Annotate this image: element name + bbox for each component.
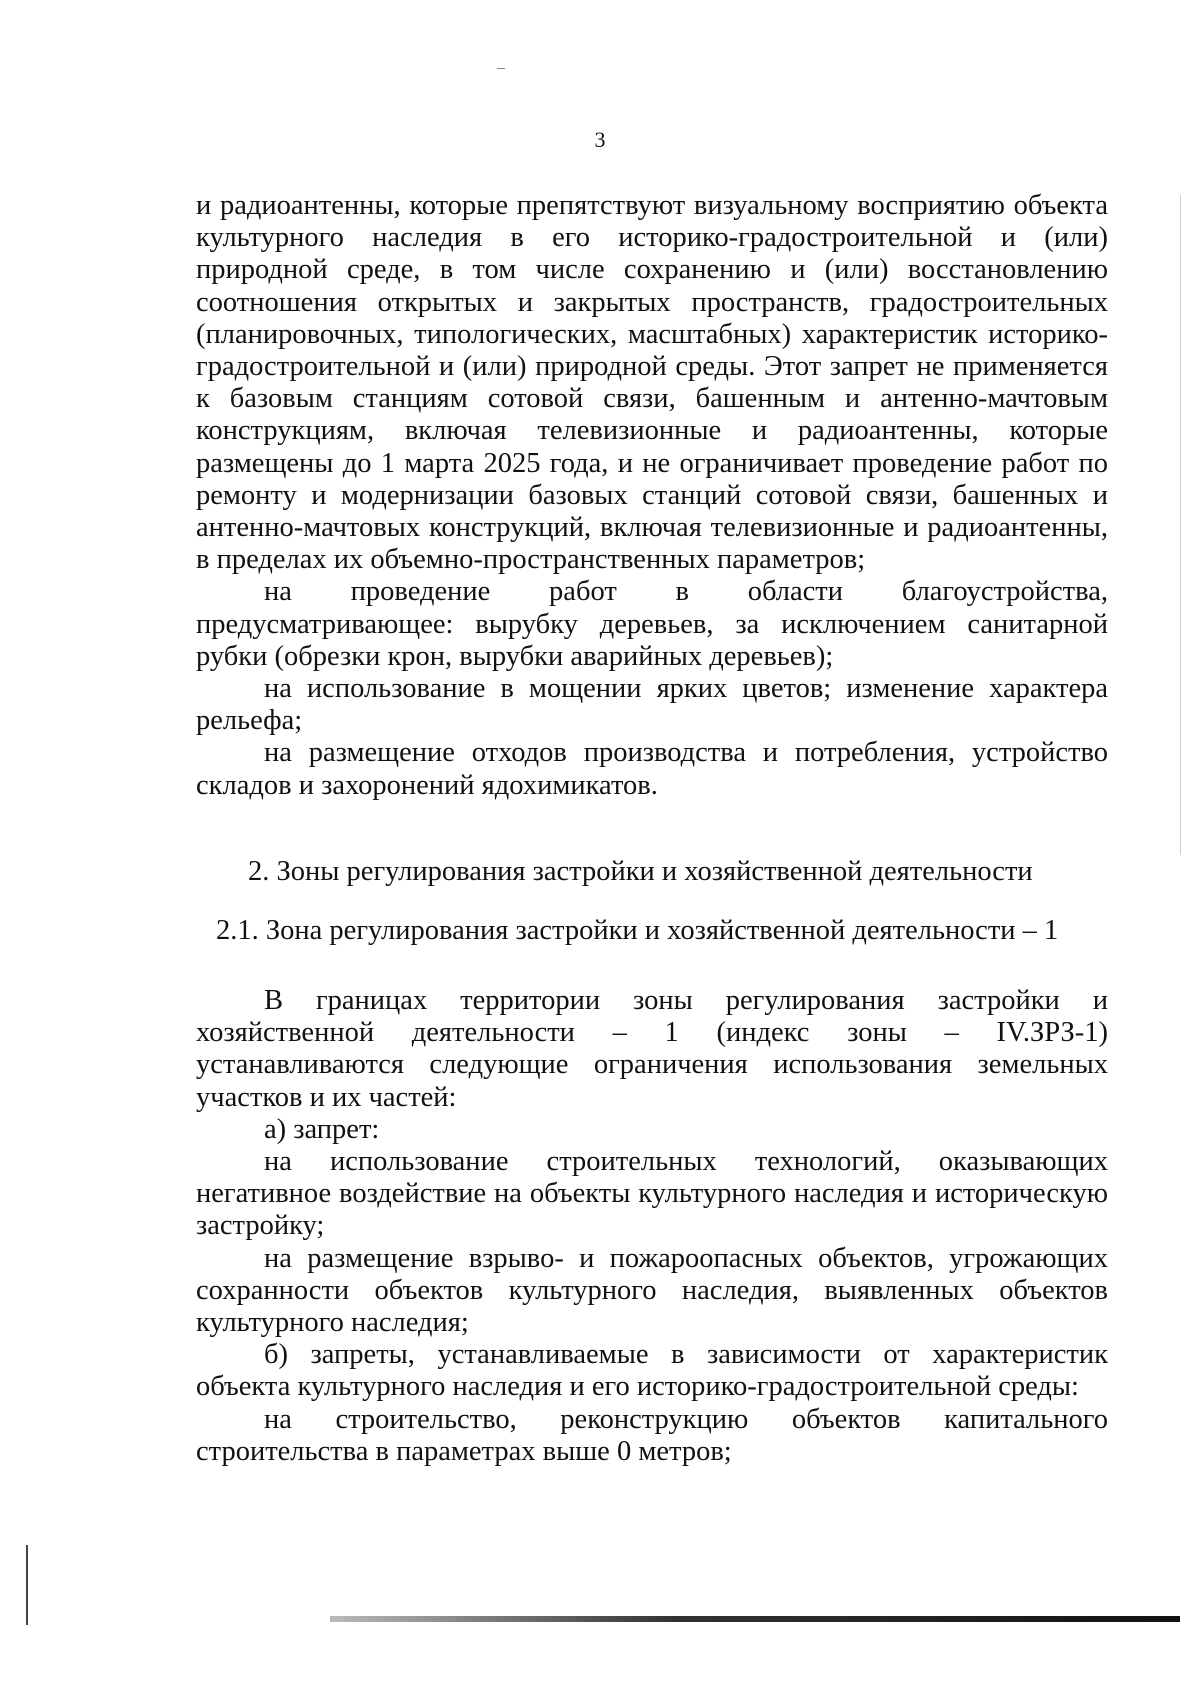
subsection-heading: 2.1. Зона регулирования застройки и хозяйственной деятельности – 1 <box>216 915 1059 946</box>
paragraph: на использование в мощении ярких цветов; изменение характера рельефа; <box>196 673 1108 737</box>
paragraph: на использование строительных технологий, оказывающих негативное воздействие на объекты культурного наследия и историческую застройку; <box>196 1146 1108 1242</box>
paragraph: и радиоантенны, которые препятствуют визуальному восприятию объекта культурного наследия в его историко-градостроительной и (или) природной среде, в том числе сохранению и (или) восстановлению соотношения открытых и закрытых пространств, градостроительных (планировочных, типологических, масштабных) характеристик историко-градостроительной и (или) природной среды. Этот запрет не применяется к базовым станциям сотовой связи, башенным и антенно-мачтовым конструкциям, включая телевизионные и радиоантенны, которые размещены до 1 марта 2025 года, и не ограничивает проведение работ по ремонту и модернизации базовых станций сотовой связи, башенных и антенно-мачтовых конструкций, включая телевизионные и радиоантенны, в пределах их объемно-пространственных параметров; <box>196 190 1108 576</box>
scan-artifact-top <box>497 68 505 69</box>
paragraph: на размещение взрыво- и пожароопасных объектов, угрожающих сохранности объектов культурного наследия, выявленных объектов культурного наследия; <box>196 1242 1108 1339</box>
scan-artifact-left-edge <box>26 1545 28 1625</box>
page-number: 3 <box>594 127 606 152</box>
section2-text <box>196 985 1108 1468</box>
paragraph: б) запреты, устанавливаемые в зависимости от характеристик объекта культурного наследия и его историко-градостроительной среды: <box>196 1339 1108 1403</box>
paragraph: а) запрет: <box>264 1113 380 1145</box>
section1-text <box>196 190 1108 802</box>
scan-artifact-right-edge <box>1180 195 1181 855</box>
paragraph: на размещение отходов производства и потребления, устройство складов и захоронений ядохимикатов. <box>196 737 1108 801</box>
paragraph: на проведение работ в области благоустройства, предусматривающее: вырубку деревьев, за исключением санитарной рубки (обрезки крон, вырубки аварийных деревьев); <box>196 576 1108 672</box>
paragraph: на строительство, реконструкцию объектов капитального строительства в параметрах выше 0 метров; <box>196 1403 1108 1467</box>
paragraph: В границах территории зоны регулирования застройки и хозяйственной деятельности – 1 (индекс зоны – IV.ЗРЗ-1) устанавливаются следующие ограничения использования земельных участков и их частей: <box>196 985 1108 1113</box>
scan-artifact-bottom-line <box>330 1616 1180 1622</box>
section-heading: 2. Зоны регулирования застройки и хозяйственной деятельности <box>248 856 1033 887</box>
